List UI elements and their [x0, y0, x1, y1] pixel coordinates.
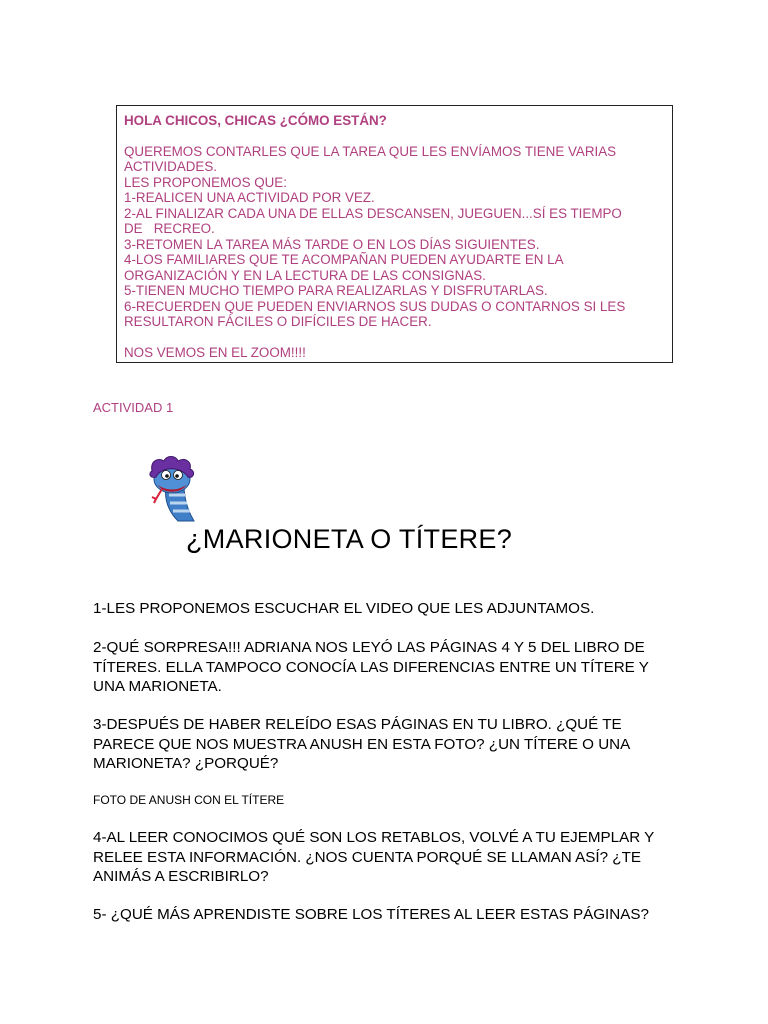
question-4 [93, 828, 693, 887]
note-line: RESULTARON FÁCILES O DIFÍCILES DE HACER. [124, 314, 432, 329]
note-closing: NOS VEMOS EN EL ZOOM!!!! [124, 344, 306, 360]
question-2-line: TÍTERES. ELLA TAMPOCO CONOCÍA LAS DIFERENCIAS ENTRE UN TÍTERE Y [93, 658, 649, 676]
greeting-note-box [116, 105, 673, 363]
question-1: 1-LES PROPONEMOS ESCUCHAR EL VIDEO QUE LES ADJUNTAMOS. [93, 600, 595, 617]
photo-caption: FOTO DE ANUSH CON EL TÍTERE [93, 793, 285, 807]
question-3 [93, 715, 693, 774]
question-2-line: 2-QUÉ SORPRESA!!! ADRIANA NOS LEYÓ LAS PÁGINAS 4 Y 5 DEL LIBRO DE [93, 639, 645, 656]
note-greeting: HOLA CHICOS, CHICAS ¿CÓMO ESTÁN? [124, 113, 387, 128]
note-spacer [124, 330, 662, 345]
note-line: 3-RETOMEN LA TAREA MÁS TARDE O EN LOS DÍAS SIGUIENTES. [124, 236, 540, 252]
note-line: 4-LOS FAMILIARES QUE TE ACOMPAÑAN PUEDEN AYUDARTE EN LA [124, 252, 564, 267]
note-line: ORGANIZACIÓN Y EN LA LECTURA DE LAS CONSIGNAS. [124, 267, 486, 283]
note-line: QUEREMOS CONTARLES QUE LA TAREA QUE LES ENVÍAMOS TIENE VARIAS [124, 143, 617, 159]
question-2-line: UNA MARIONETA. [93, 678, 222, 695]
note-line: 2-AL FINALIZAR CADA UNA DE ELLAS DESCANSEN, JUEGUEN...SÍ ES TIEMPO [124, 205, 622, 221]
note-line: ACTIVIDADES. [124, 159, 218, 174]
question-4-line: ANIMÁS A ESCRIBIRLO? [93, 868, 269, 885]
question-3-line: 3-DESPUÉS DE HABER RELEÍDO ESAS PÁGINAS EN TU LIBRO. ¿QUÉ TE [93, 716, 622, 733]
question-4-line: 4-AL LEER CONOCIMOS QUÉ SON LOS RETABLOS, VOLVÉ A TU EJEMPLAR Y [93, 829, 655, 846]
note-line: 6-RECUERDEN QUE PUEDEN ENVIARNOS SUS DUDAS O CONTARNOS SI LES [124, 298, 626, 314]
puppet-icon [138, 455, 198, 523]
question-3-line: PARECE QUE NOS MUESTRA ANUSH EN ESTA FOTO? ¿UN TÍTERE O UNA [93, 735, 631, 753]
question-4-line: RELEE ESTA INFORMACIÓN. ¿NOS CUENTA PORQUÉ SE LLAMAN ASÍ? ¿TE [93, 848, 641, 866]
note-line: 1-REALICEN UNA ACTIVIDAD POR VEZ. [124, 190, 375, 205]
note-line: LES PROPONEMOS QUE: [124, 174, 287, 190]
activity-label: ACTIVIDAD 1 [93, 400, 174, 415]
page-title: ¿MARIONETA O TÍTERE? [186, 524, 513, 554]
question-2 [93, 638, 693, 697]
question-5: 5- ¿QUÉ MÁS APRENDISTE SOBRE LOS TÍTERES AL LEER ESTAS PÁGINAS? [93, 906, 649, 923]
question-3-line: MARIONETA? ¿PORQUÉ? [93, 755, 279, 772]
note-line: DE RECREO. [124, 221, 215, 236]
note-line: 5-TIENEN MUCHO TIEMPO PARA REALIZARLAS Y DISFRUTARLAS. [124, 283, 548, 298]
